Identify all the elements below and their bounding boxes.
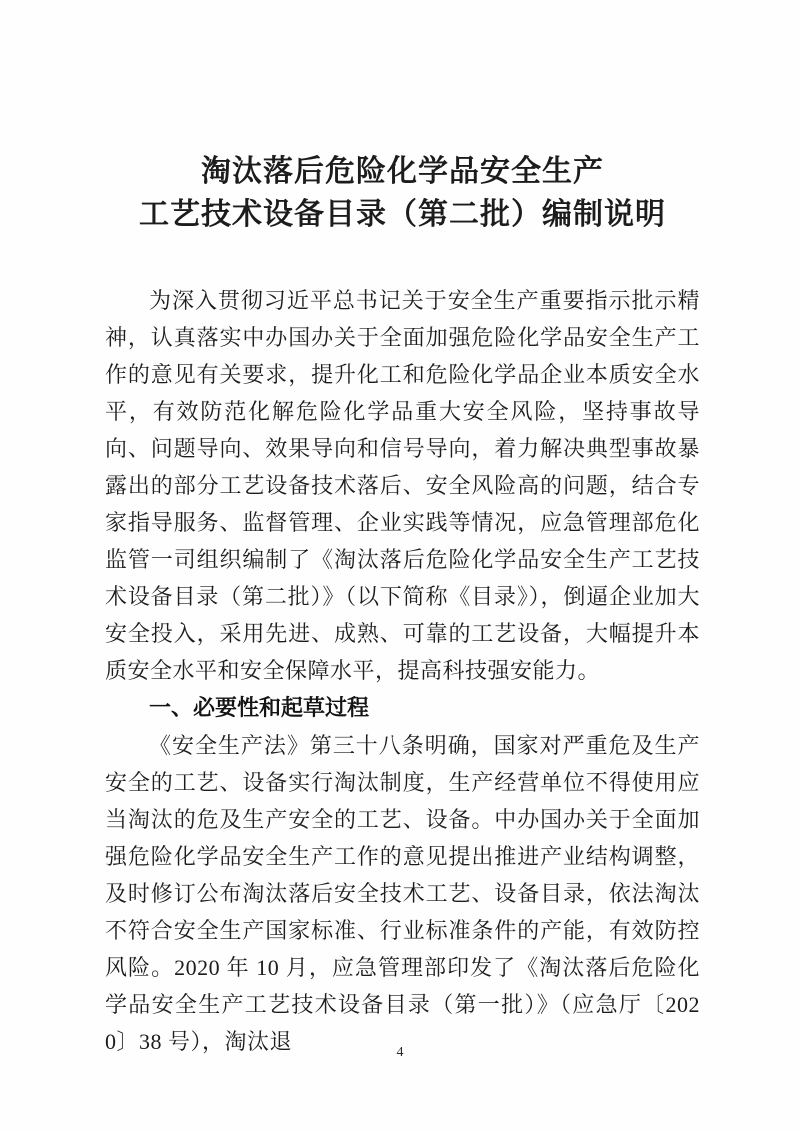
page-number: 4 [396, 1045, 404, 1060]
document-content [105, 150, 700, 1060]
section-heading-necessity-and-drafting: 一、必要性和起草过程 [149, 695, 370, 720]
document-title-line-1: 淘汰落后危险化学品安全生产 [201, 155, 604, 188]
intro-paragraph: 为深入贯彻习近平总书记关于安全生产重要指示批示精神，认真落实中办国办关于全面加强危险化学品安全生产工作的意见有关要求，提升化工和危险化学品企业本质安全水平，有效防范化解危险化学品重大安全风险，坚持事故导向、问题导向、效果导向和信号导向，着力解决典型事故暴露出的部分工艺设备技术落后、安全风险高的问题，结合专家指导服务、监督管理、企业实践等情况，应急管理部危化监管一司组织编制了《淘汰落后危险化学品安全生产工艺技术设备目录（第二批）》（以下简称《目录》），倒逼企业加大安全投入，采用先进、成熟、可靠的工艺设备，大幅提升本质安全水平和安全保障水平，提高科技强安能力。 [105, 288, 700, 683]
section-body-paragraph: 《安全生产法》第三十八条明确，国家对严重危及生产安全的工艺、设备实行淘汰制度，生产经营单位不得使用应当淘汰的危及生产安全的工艺、设备。中办国办关于全面加强危险化学品安全生产工作的意见提出推进产业结构调整，及时修订公布淘汰落后安全技术工艺、设备目录，依法淘汰不符合安全生产国家标准、行业标准条件的产能，有效防控风险。2020 年 10 月，应急管理部印发了《淘汰落后危险化学品安全生产工艺技术设备目录（第一批）》（应急厅〔2020〕38 号），淘汰退 [105, 733, 700, 1054]
document-title-line-2: 工艺技术设备目录（第二批）编制说明 [139, 198, 666, 231]
document-title [105, 150, 700, 236]
